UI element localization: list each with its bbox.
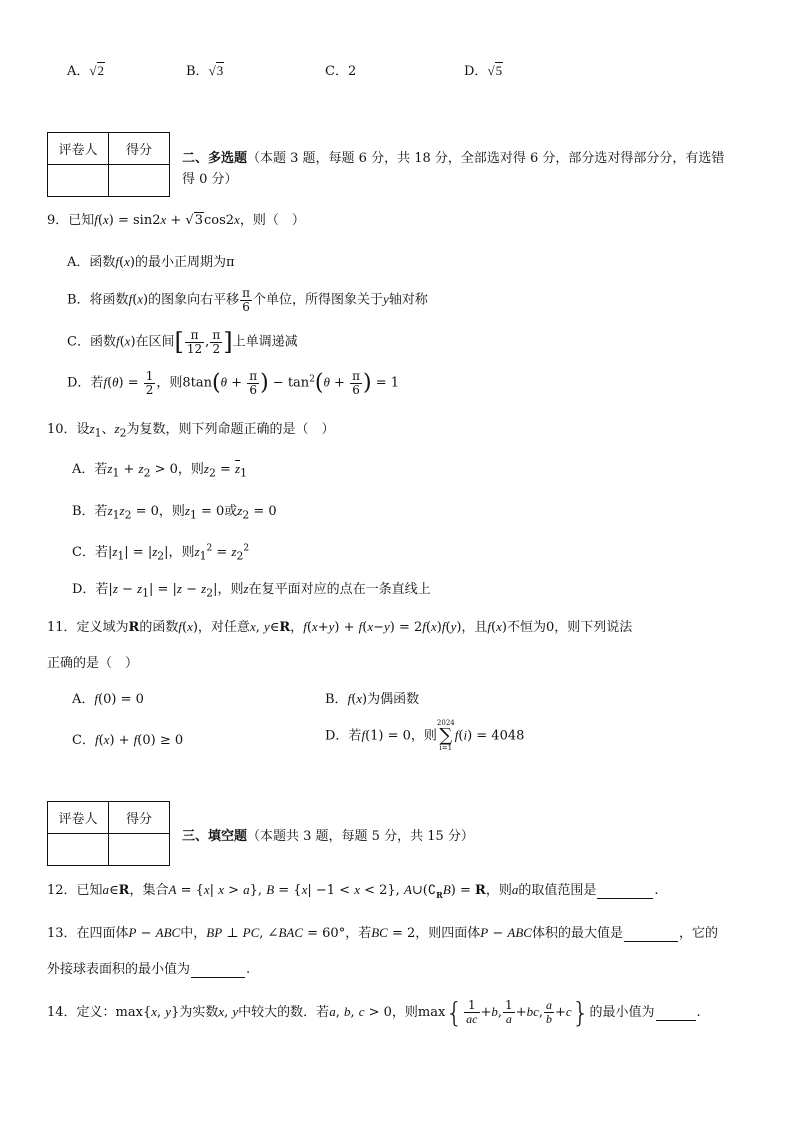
q11-stem-cont: 正确的是（ ）: [47, 656, 139, 671]
q13-line1: 13．在四面体P − ABC中，BP ⊥ PC, ∠BAC = 60°，若BC = 2，则四面体P − ABC体积的最大值是 ，它的: [47, 925, 718, 941]
section-3-header: [182, 825, 474, 844]
q11-stem: 11．定义域为R的函数f(x)，对任意x, y∈R，f(x+y) + f(x−y) = 2f(x)f(y)，且f(x)不恒为0，则下列说法: [47, 619, 633, 635]
reviewer-cell: [48, 165, 109, 197]
reviewer-label-2: 评卷人: [48, 802, 109, 834]
section-3-desc: （本题共 3 题，每题 5 分，共 15 分）: [247, 829, 474, 844]
q9-stem: 9．已知f(x) = sin2x + √3cos2x，则（ ）: [47, 212, 305, 228]
q11-option-b: B．f(x)为偶函数: [325, 691, 420, 707]
q10-stem: 10．设$z_1$、$z_2$为复数，则下列命题正确的是（ ）: [47, 421, 335, 440]
option-b: B．√3: [186, 63, 224, 79]
score-cell: [109, 165, 170, 197]
section-2-desc-cont: 得 0 分）: [182, 172, 238, 187]
q10-option-d: D．若$|z - z_1| = |z - z_2|$，则z在复平面对应的点在一条直线上: [72, 581, 431, 600]
score-box-2: [47, 801, 170, 866]
option-a: A．√2: [67, 63, 105, 79]
q11-option-d: D．若f(1) = 0，则 2024 ∑ i=1 f(i) = 4048: [325, 719, 525, 752]
q11-option-a: A．f(0) = 0: [72, 691, 144, 707]
q13-line2: 外接球表面积的最小值为 .: [47, 962, 251, 977]
score-label: 得分: [109, 133, 170, 165]
q11-option-c: C．f(x) + f(0) ≥ 0: [72, 732, 184, 748]
q12: 12．已知a∈R，集合A = {x| x > a}, B = {x| −1 < x < 2}, $A\cup(∁_RB) = R$，则a的取值范围是 .: [47, 882, 659, 900]
score-box: [47, 132, 170, 197]
section-3-heading: 三、填空题: [182, 829, 248, 844]
section-2-header: [182, 147, 724, 166]
section-2-heading: 二、多选题: [182, 151, 248, 166]
reviewer-label: 评卷人: [48, 133, 109, 165]
q9-option-b: B．将函数f(x)的图象向右平移 $\frac{\pi}{6}$ 个单位，所得图象关于y轴对称: [67, 286, 428, 314]
q9-option-a: A．函数f(x)的最小正周期为π: [67, 254, 235, 270]
score-label-2: 得分: [109, 802, 170, 834]
option-c: C．2: [325, 64, 357, 79]
q9-option-d: D．若f(θ) = $\frac{1}{2}$ ，则8tan(θ + $\frac{\pi}{6}$ ) − $\tan^2(\theta$ + $\frac{\pi}{6}$ ) = 1: [67, 369, 399, 397]
section-2-desc: （本题 3 题，每题 6 分，共 18 分，全部选对得 6 分，部分选对得部分分，有选错: [247, 151, 725, 166]
q10-option-b: B．若$z_1z_2 = 0$，则$z_1 = 0$或$z_2 = 0$: [72, 503, 277, 522]
q10-option-c: C．若$|z_1| = |z_2|$，则$z_1^2 = z_2^2$: [72, 543, 250, 563]
score-cell-2: [109, 834, 170, 866]
option-d: D．√5: [464, 63, 503, 79]
q10-option-a: A．若$z_1 + z_2 > 0$，则$z_2 = \overline{z}_1$: [72, 461, 247, 480]
q9-option-c: C．函数f(x)在区间[ $\frac{\pi}{12}$ , $\frac{\pi}{2}$ ]上单调递减: [67, 327, 298, 356]
reviewer-cell-2: [48, 834, 109, 866]
q14: 14．定义：max{x, y}为实数x, y中较大的数．若a, b, c > 0，则max{ $\frac{1}{ac}$ +b, $\frac{1}{a}$ +bc, $\frac{a}{b}$ +c}的最小值为 .: [47, 996, 701, 1029]
